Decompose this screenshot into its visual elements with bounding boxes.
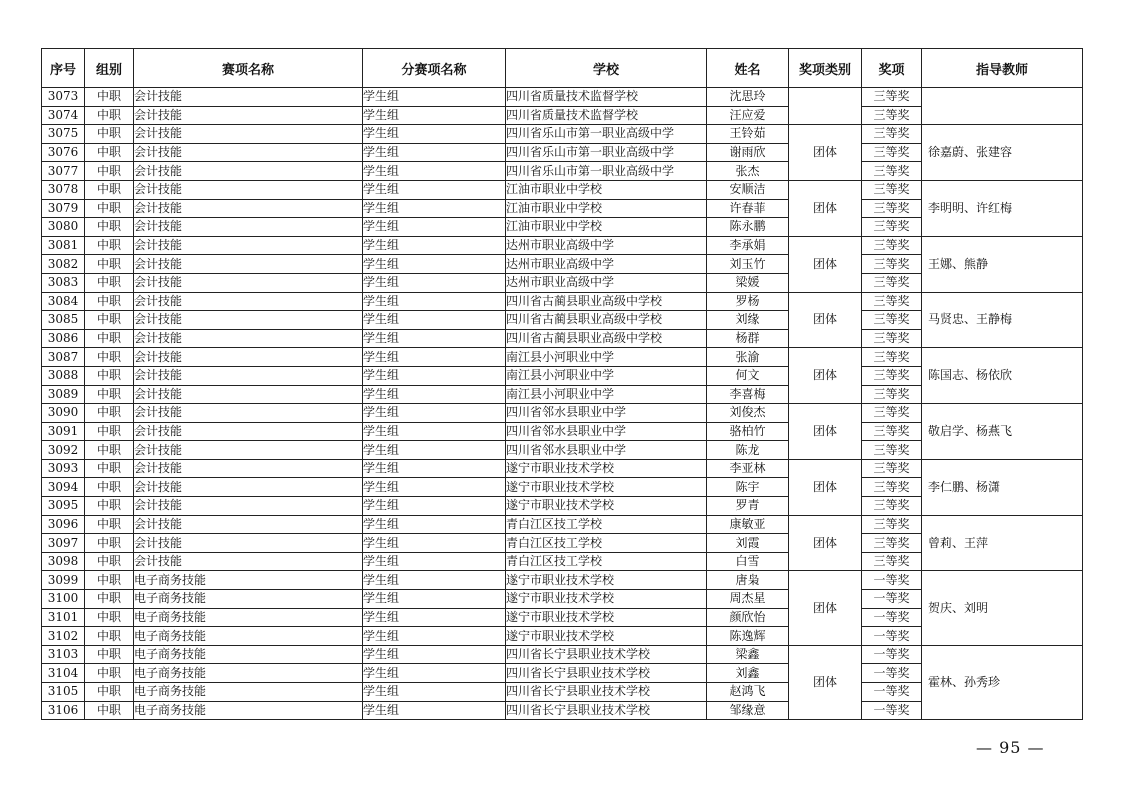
event-name-cell: 会计技能 (134, 125, 363, 144)
event-name-cell: 会计技能 (134, 552, 363, 571)
sub-event-cell: 学生组 (363, 236, 506, 255)
group-cell: 中职 (85, 645, 134, 664)
award-cell: 三等奖 (862, 106, 922, 125)
serial-number-cell: 3097 (42, 534, 85, 553)
school-cell: 四川省古蔺县职业高级中学校 (506, 292, 707, 311)
school-cell: 青白江区技工学校 (506, 515, 707, 534)
student-name-cell: 梁媛 (707, 273, 789, 292)
student-name-cell: 张渝 (707, 348, 789, 367)
event-name-cell: 会计技能 (134, 218, 363, 237)
sub-event-cell: 学生组 (363, 273, 506, 292)
event-name-cell: 会计技能 (134, 180, 363, 199)
school-cell: 四川省乐山市第一职业高级中学 (506, 125, 707, 144)
school-cell: 四川省乐山市第一职业高级中学 (506, 143, 707, 162)
event-name-cell: 会计技能 (134, 273, 363, 292)
school-cell: 江油市职业中学校 (506, 218, 707, 237)
school-cell: 遂宁市职业技术学校 (506, 627, 707, 646)
sub-event-cell: 学生组 (363, 329, 506, 348)
award-cell: 三等奖 (862, 366, 922, 385)
sub-event-cell: 学生组 (363, 143, 506, 162)
event-name-cell: 电子商务技能 (134, 701, 363, 720)
award-cell: 一等奖 (862, 645, 922, 664)
award-category-cell: 团体 (789, 459, 862, 515)
group-cell: 中职 (85, 385, 134, 404)
award-cell: 三等奖 (862, 441, 922, 460)
group-cell: 中职 (85, 311, 134, 330)
serial-number-cell: 3077 (42, 162, 85, 181)
serial-number-cell: 3092 (42, 441, 85, 460)
serial-number-cell: 3073 (42, 88, 85, 107)
event-name-cell: 会计技能 (134, 162, 363, 181)
header-cell: 学校 (506, 49, 707, 88)
serial-number-cell: 3094 (42, 478, 85, 497)
group-cell: 中职 (85, 162, 134, 181)
student-name-cell: 李喜梅 (707, 385, 789, 404)
event-name-cell: 电子商务技能 (134, 683, 363, 702)
serial-number-cell: 3098 (42, 552, 85, 571)
group-cell: 中职 (85, 459, 134, 478)
student-name-cell: 沈思玲 (707, 88, 789, 107)
serial-number-cell: 3087 (42, 348, 85, 367)
table-row (42, 571, 1083, 590)
student-name-cell: 刘霞 (707, 534, 789, 553)
award-cell: 三等奖 (862, 125, 922, 144)
event-name-cell: 会计技能 (134, 441, 363, 460)
school-cell: 江油市职业中学校 (506, 180, 707, 199)
event-name-cell: 电子商务技能 (134, 571, 363, 590)
award-cell: 三等奖 (862, 329, 922, 348)
group-cell: 中职 (85, 422, 134, 441)
sub-event-cell: 学生组 (363, 534, 506, 553)
header-cell: 分赛项名称 (363, 49, 506, 88)
group-cell: 中职 (85, 125, 134, 144)
table-body (42, 88, 1083, 720)
serial-number-cell: 3096 (42, 515, 85, 534)
student-name-cell: 张杰 (707, 162, 789, 181)
sub-event-cell: 学生组 (363, 608, 506, 627)
serial-number-cell: 3081 (42, 236, 85, 255)
award-cell: 三等奖 (862, 218, 922, 237)
award-cell: 三等奖 (862, 180, 922, 199)
student-name-cell: 刘俊杰 (707, 404, 789, 423)
sub-event-cell: 学生组 (363, 255, 506, 274)
sub-event-cell: 学生组 (363, 571, 506, 590)
event-name-cell: 会计技能 (134, 459, 363, 478)
student-name-cell: 刘鑫 (707, 664, 789, 683)
serial-number-cell: 3104 (42, 664, 85, 683)
header-cell: 奖项类别 (789, 49, 862, 88)
awards-table (41, 48, 1083, 720)
school-cell: 四川省邻水县职业中学 (506, 404, 707, 423)
group-cell: 中职 (85, 236, 134, 255)
group-cell: 中职 (85, 255, 134, 274)
group-cell: 中职 (85, 664, 134, 683)
sub-event-cell: 学生组 (363, 701, 506, 720)
event-name-cell: 会计技能 (134, 534, 363, 553)
school-cell: 四川省长宁县职业技术学校 (506, 645, 707, 664)
school-cell: 江油市职业中学校 (506, 199, 707, 218)
serial-number-cell: 3091 (42, 422, 85, 441)
group-cell: 中职 (85, 348, 134, 367)
group-cell: 中职 (85, 515, 134, 534)
award-cell: 三等奖 (862, 236, 922, 255)
sub-event-cell: 学生组 (363, 552, 506, 571)
award-cell: 三等奖 (862, 88, 922, 107)
student-name-cell: 何文 (707, 366, 789, 385)
award-cell: 一等奖 (862, 627, 922, 646)
header-cell: 组别 (85, 49, 134, 88)
student-name-cell: 罗青 (707, 497, 789, 516)
award-cell: 一等奖 (862, 608, 922, 627)
event-name-cell: 电子商务技能 (134, 627, 363, 646)
student-name-cell: 陈永鹏 (707, 218, 789, 237)
event-name-cell: 会计技能 (134, 497, 363, 516)
school-cell: 遂宁市职业技术学校 (506, 497, 707, 516)
sub-event-cell: 学生组 (363, 664, 506, 683)
student-name-cell: 李亚林 (707, 459, 789, 478)
header-cell: 指导教师 (922, 49, 1083, 88)
serial-number-cell: 3076 (42, 143, 85, 162)
school-cell: 四川省长宁县职业技术学校 (506, 701, 707, 720)
group-cell: 中职 (85, 218, 134, 237)
table-row (42, 180, 1083, 199)
student-name-cell: 梁鑫 (707, 645, 789, 664)
teacher-cell: 李明明、许红梅 (922, 180, 1083, 236)
event-name-cell: 会计技能 (134, 143, 363, 162)
sub-event-cell: 学生组 (363, 422, 506, 441)
school-cell: 四川省邻水县职业中学 (506, 422, 707, 441)
award-cell: 三等奖 (862, 515, 922, 534)
sub-event-cell: 学生组 (363, 683, 506, 702)
event-name-cell: 电子商务技能 (134, 590, 363, 609)
serial-number-cell: 3106 (42, 701, 85, 720)
serial-number-cell: 3089 (42, 385, 85, 404)
teacher-cell: 敬启学、杨燕飞 (922, 404, 1083, 460)
student-name-cell: 康敏亚 (707, 515, 789, 534)
school-cell: 达州市职业高级中学 (506, 273, 707, 292)
group-cell: 中职 (85, 199, 134, 218)
table-row (42, 515, 1083, 534)
student-name-cell: 许春菲 (707, 199, 789, 218)
student-name-cell: 刘玉竹 (707, 255, 789, 274)
sub-event-cell: 学生组 (363, 627, 506, 646)
header-cell: 奖项 (862, 49, 922, 88)
school-cell: 四川省长宁县职业技术学校 (506, 683, 707, 702)
student-name-cell: 陈龙 (707, 441, 789, 460)
school-cell: 遂宁市职业技术学校 (506, 478, 707, 497)
teacher-cell: 贺庆、刘明 (922, 571, 1083, 645)
sub-event-cell: 学生组 (363, 348, 506, 367)
group-cell: 中职 (85, 441, 134, 460)
serial-number-cell: 3103 (42, 645, 85, 664)
student-name-cell: 刘缘 (707, 311, 789, 330)
group-cell: 中职 (85, 366, 134, 385)
student-name-cell: 邹缘意 (707, 701, 789, 720)
award-cell: 三等奖 (862, 497, 922, 516)
school-cell: 南江县小河职业中学 (506, 385, 707, 404)
school-cell: 遂宁市职业技术学校 (506, 608, 707, 627)
serial-number-cell: 3099 (42, 571, 85, 590)
award-cell: 一等奖 (862, 701, 922, 720)
serial-number-cell: 3093 (42, 459, 85, 478)
group-cell: 中职 (85, 534, 134, 553)
school-cell: 南江县小河职业中学 (506, 348, 707, 367)
serial-number-cell: 3074 (42, 106, 85, 125)
sub-event-cell: 学生组 (363, 645, 506, 664)
group-cell: 中职 (85, 143, 134, 162)
serial-number-cell: 3102 (42, 627, 85, 646)
school-cell: 遂宁市职业技术学校 (506, 459, 707, 478)
school-cell: 青白江区技工学校 (506, 534, 707, 553)
sub-event-cell: 学生组 (363, 385, 506, 404)
school-cell: 四川省古蔺县职业高级中学校 (506, 329, 707, 348)
sub-event-cell: 学生组 (363, 162, 506, 181)
serial-number-cell: 3095 (42, 497, 85, 516)
table-row (42, 125, 1083, 144)
header-cell: 姓名 (707, 49, 789, 88)
student-name-cell: 李承娟 (707, 236, 789, 255)
sub-event-cell: 学生组 (363, 292, 506, 311)
group-cell: 中职 (85, 552, 134, 571)
sub-event-cell: 学生组 (363, 311, 506, 330)
event-name-cell: 会计技能 (134, 366, 363, 385)
group-cell: 中职 (85, 478, 134, 497)
serial-number-cell: 3084 (42, 292, 85, 311)
serial-number-cell: 3085 (42, 311, 85, 330)
award-category-cell: 团体 (789, 571, 862, 645)
award-cell: 三等奖 (862, 385, 922, 404)
group-cell: 中职 (85, 180, 134, 199)
award-cell: 三等奖 (862, 552, 922, 571)
group-cell: 中职 (85, 590, 134, 609)
school-cell: 四川省乐山市第一职业高级中学 (506, 162, 707, 181)
sub-event-cell: 学生组 (363, 590, 506, 609)
serial-number-cell: 3088 (42, 366, 85, 385)
award-category-cell: 团体 (789, 292, 862, 348)
table-row (42, 404, 1083, 423)
page-number: — 95 — (976, 738, 1045, 757)
sub-event-cell: 学生组 (363, 478, 506, 497)
award-cell: 三等奖 (862, 534, 922, 553)
event-name-cell: 会计技能 (134, 348, 363, 367)
group-cell: 中职 (85, 88, 134, 107)
sub-event-cell: 学生组 (363, 106, 506, 125)
event-name-cell: 会计技能 (134, 106, 363, 125)
student-name-cell: 白雪 (707, 552, 789, 571)
serial-number-cell: 3079 (42, 199, 85, 218)
table-row (42, 292, 1083, 311)
sub-event-cell: 学生组 (363, 515, 506, 534)
award-category-cell (789, 88, 862, 125)
teacher-cell: 王娜、熊静 (922, 236, 1083, 292)
event-name-cell: 会计技能 (134, 515, 363, 534)
school-cell: 达州市职业高级中学 (506, 255, 707, 274)
school-cell: 四川省长宁县职业技术学校 (506, 664, 707, 683)
student-name-cell: 陈逸辉 (707, 627, 789, 646)
event-name-cell: 会计技能 (134, 404, 363, 423)
teacher-cell: 霍林、孙秀珍 (922, 645, 1083, 719)
table-row (42, 348, 1083, 367)
student-name-cell: 颜欣怡 (707, 608, 789, 627)
award-category-cell: 团体 (789, 645, 862, 719)
event-name-cell: 会计技能 (134, 292, 363, 311)
group-cell: 中职 (85, 497, 134, 516)
event-name-cell: 会计技能 (134, 88, 363, 107)
student-name-cell: 罗杨 (707, 292, 789, 311)
school-cell: 四川省邻水县职业中学 (506, 441, 707, 460)
award-category-cell: 团体 (789, 236, 862, 292)
award-cell: 三等奖 (862, 255, 922, 274)
student-name-cell: 谢雨欣 (707, 143, 789, 162)
award-cell: 三等奖 (862, 199, 922, 218)
table-row (42, 645, 1083, 664)
group-cell: 中职 (85, 683, 134, 702)
award-category-cell: 团体 (789, 348, 862, 404)
event-name-cell: 会计技能 (134, 255, 363, 274)
teacher-cell (922, 88, 1083, 125)
award-cell: 三等奖 (862, 478, 922, 497)
serial-number-cell: 3080 (42, 218, 85, 237)
sub-event-cell: 学生组 (363, 218, 506, 237)
student-name-cell: 周杰星 (707, 590, 789, 609)
group-cell: 中职 (85, 329, 134, 348)
award-category-cell: 团体 (789, 515, 862, 571)
event-name-cell: 会计技能 (134, 199, 363, 218)
event-name-cell: 会计技能 (134, 236, 363, 255)
teacher-cell: 李仁鹏、杨潇 (922, 459, 1083, 515)
award-category-cell: 团体 (789, 404, 862, 460)
student-name-cell: 唐枭 (707, 571, 789, 590)
award-cell: 三等奖 (862, 459, 922, 478)
serial-number-cell: 3101 (42, 608, 85, 627)
table-row (42, 459, 1083, 478)
school-cell: 遂宁市职业技术学校 (506, 571, 707, 590)
award-cell: 三等奖 (862, 162, 922, 181)
event-name-cell: 电子商务技能 (134, 645, 363, 664)
group-cell: 中职 (85, 292, 134, 311)
student-name-cell: 汪应爱 (707, 106, 789, 125)
serial-number-cell: 3082 (42, 255, 85, 274)
group-cell: 中职 (85, 106, 134, 125)
sub-event-cell: 学生组 (363, 441, 506, 460)
award-cell: 三等奖 (862, 422, 922, 441)
group-cell: 中职 (85, 627, 134, 646)
award-cell: 一等奖 (862, 571, 922, 590)
sub-event-cell: 学生组 (363, 88, 506, 107)
teacher-cell: 徐嘉蔚、张建容 (922, 125, 1083, 181)
award-cell: 三等奖 (862, 348, 922, 367)
student-name-cell: 杨群 (707, 329, 789, 348)
award-cell: 三等奖 (862, 292, 922, 311)
award-category-cell: 团体 (789, 125, 862, 181)
school-cell: 四川省质量技术监督学校 (506, 88, 707, 107)
serial-number-cell: 3090 (42, 404, 85, 423)
school-cell: 四川省质量技术监督学校 (506, 106, 707, 125)
award-cell: 三等奖 (862, 143, 922, 162)
school-cell: 南江县小河职业中学 (506, 366, 707, 385)
serial-number-cell: 3078 (42, 180, 85, 199)
sub-event-cell: 学生组 (363, 459, 506, 478)
award-cell: 一等奖 (862, 664, 922, 683)
school-cell: 遂宁市职业技术学校 (506, 590, 707, 609)
award-category-cell: 团体 (789, 180, 862, 236)
award-cell: 三等奖 (862, 404, 922, 423)
event-name-cell: 会计技能 (134, 478, 363, 497)
teacher-cell: 马贤忠、王静梅 (922, 292, 1083, 348)
event-name-cell: 电子商务技能 (134, 608, 363, 627)
table-row (42, 88, 1083, 107)
student-name-cell: 安顺洁 (707, 180, 789, 199)
award-cell: 三等奖 (862, 311, 922, 330)
award-cell: 一等奖 (862, 590, 922, 609)
sub-event-cell: 学生组 (363, 497, 506, 516)
sub-event-cell: 学生组 (363, 125, 506, 144)
group-cell: 中职 (85, 571, 134, 590)
header-cell: 序号 (42, 49, 85, 88)
student-name-cell: 王铃茹 (707, 125, 789, 144)
group-cell: 中职 (85, 701, 134, 720)
event-name-cell: 会计技能 (134, 311, 363, 330)
group-cell: 中职 (85, 608, 134, 627)
sub-event-cell: 学生组 (363, 366, 506, 385)
event-name-cell: 电子商务技能 (134, 664, 363, 683)
event-name-cell: 会计技能 (134, 385, 363, 404)
sub-event-cell: 学生组 (363, 199, 506, 218)
teacher-cell: 陈国志、杨依欣 (922, 348, 1083, 404)
serial-number-cell: 3075 (42, 125, 85, 144)
student-name-cell: 陈宇 (707, 478, 789, 497)
sub-event-cell: 学生组 (363, 180, 506, 199)
serial-number-cell: 3086 (42, 329, 85, 348)
event-name-cell: 会计技能 (134, 329, 363, 348)
award-cell: 三等奖 (862, 273, 922, 292)
serial-number-cell: 3100 (42, 590, 85, 609)
school-cell: 青白江区技工学校 (506, 552, 707, 571)
teacher-cell: 曾莉、王萍 (922, 515, 1083, 571)
school-cell: 达州市职业高级中学 (506, 236, 707, 255)
serial-number-cell: 3083 (42, 273, 85, 292)
table-header-row (42, 49, 1083, 88)
sub-event-cell: 学生组 (363, 404, 506, 423)
award-cell: 一等奖 (862, 683, 922, 702)
school-cell: 四川省古蔺县职业高级中学校 (506, 311, 707, 330)
group-cell: 中职 (85, 404, 134, 423)
group-cell: 中职 (85, 273, 134, 292)
event-name-cell: 会计技能 (134, 422, 363, 441)
student-name-cell: 骆柏竹 (707, 422, 789, 441)
header-cell: 赛项名称 (134, 49, 363, 88)
serial-number-cell: 3105 (42, 683, 85, 702)
table-row (42, 236, 1083, 255)
student-name-cell: 赵鸿飞 (707, 683, 789, 702)
